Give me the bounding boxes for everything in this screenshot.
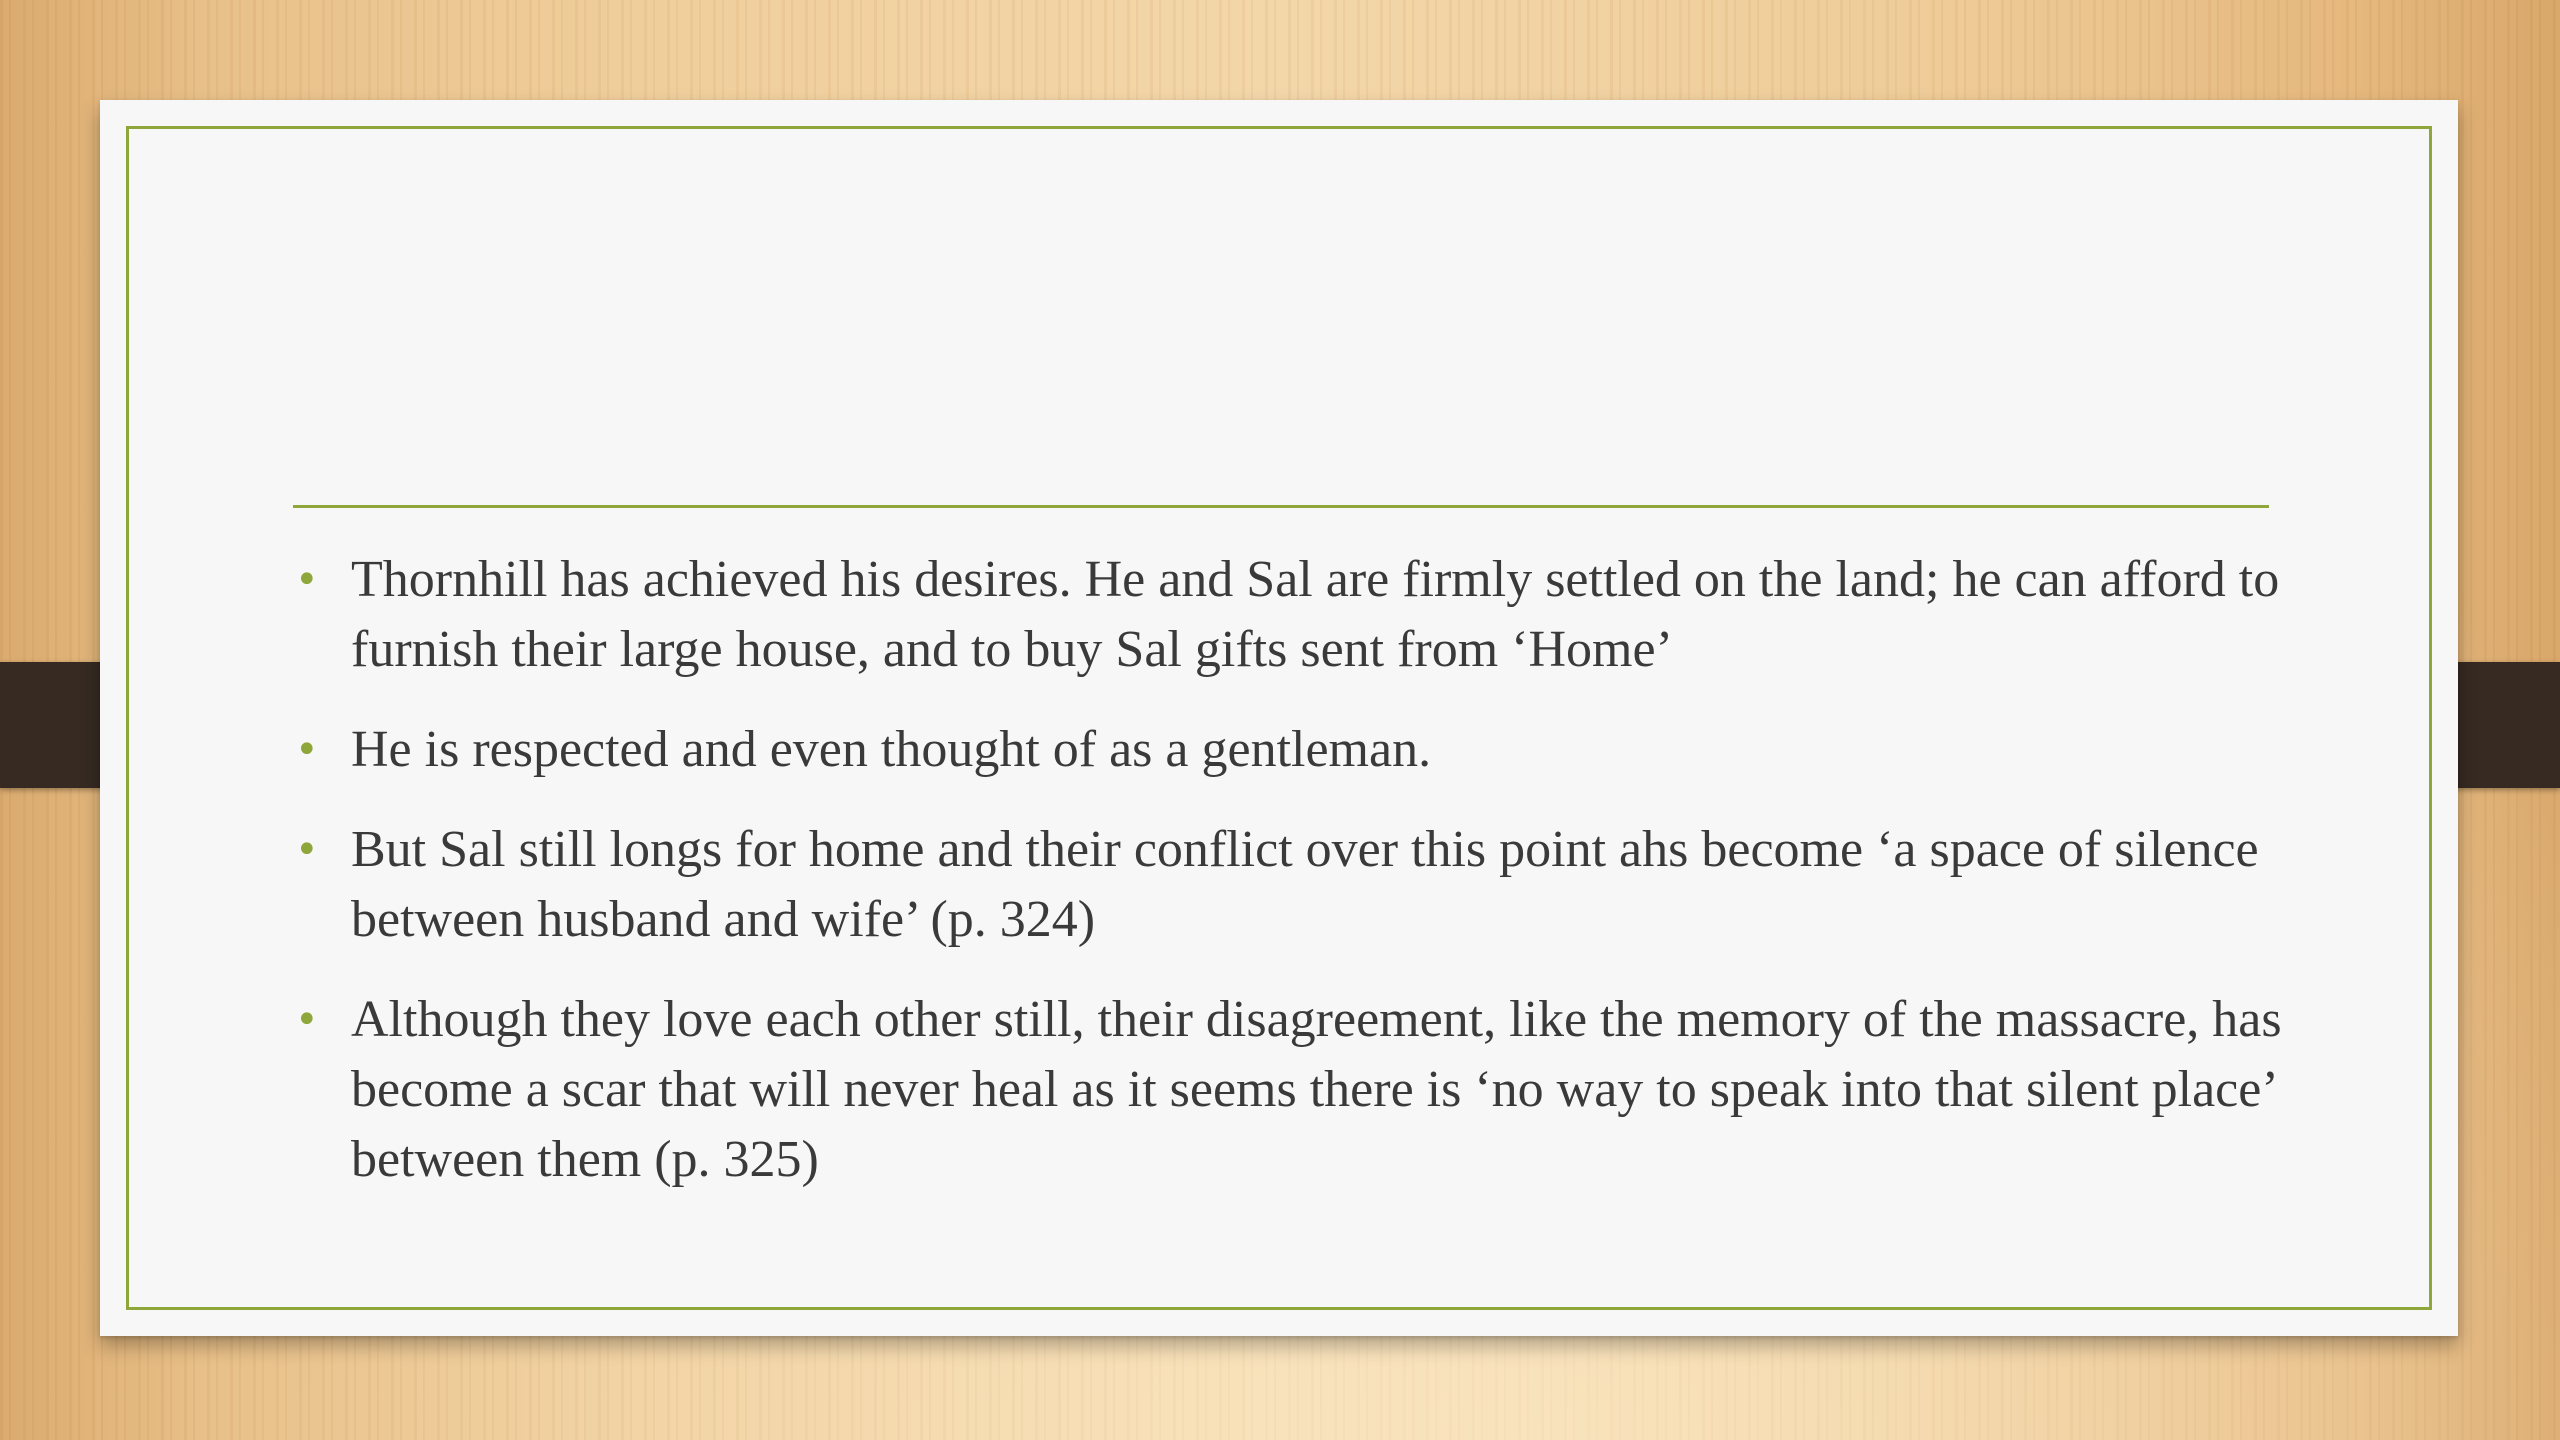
slide-card	[100, 100, 2458, 1336]
title-divider-line	[293, 505, 2269, 508]
bullet-list	[293, 545, 2293, 1225]
bullet-marker-icon: •	[295, 827, 319, 873]
bullet-marker-icon: •	[295, 727, 319, 773]
bullet-marker-icon: •	[295, 557, 319, 603]
bullet-item	[293, 715, 2293, 785]
bullet-text: He is respected and even thought of as a gentleman.	[351, 721, 1432, 778]
bullet-text: Thornhill has achieved his desires. He and Sal are firmly settled on the land; he can afford to furnish their large house, and to buy Sal gifts sent from ‘Home’	[351, 551, 2280, 678]
bullet-item	[293, 545, 2293, 685]
bullet-item	[293, 985, 2293, 1195]
bullet-marker-icon: •	[295, 997, 319, 1043]
bullet-text: But Sal still longs for home and their conflict over this point ahs become ‘a space of silence between husband and wife’ (p. 324)	[351, 821, 2259, 948]
bullet-item	[293, 815, 2293, 955]
bullet-text: Although they love each other still, their disagreement, like the memory of the massacre, has become a scar that will never heal as it seems there is ‘no way to speak into that silent place’ between them (p. 325)	[351, 991, 2282, 1188]
